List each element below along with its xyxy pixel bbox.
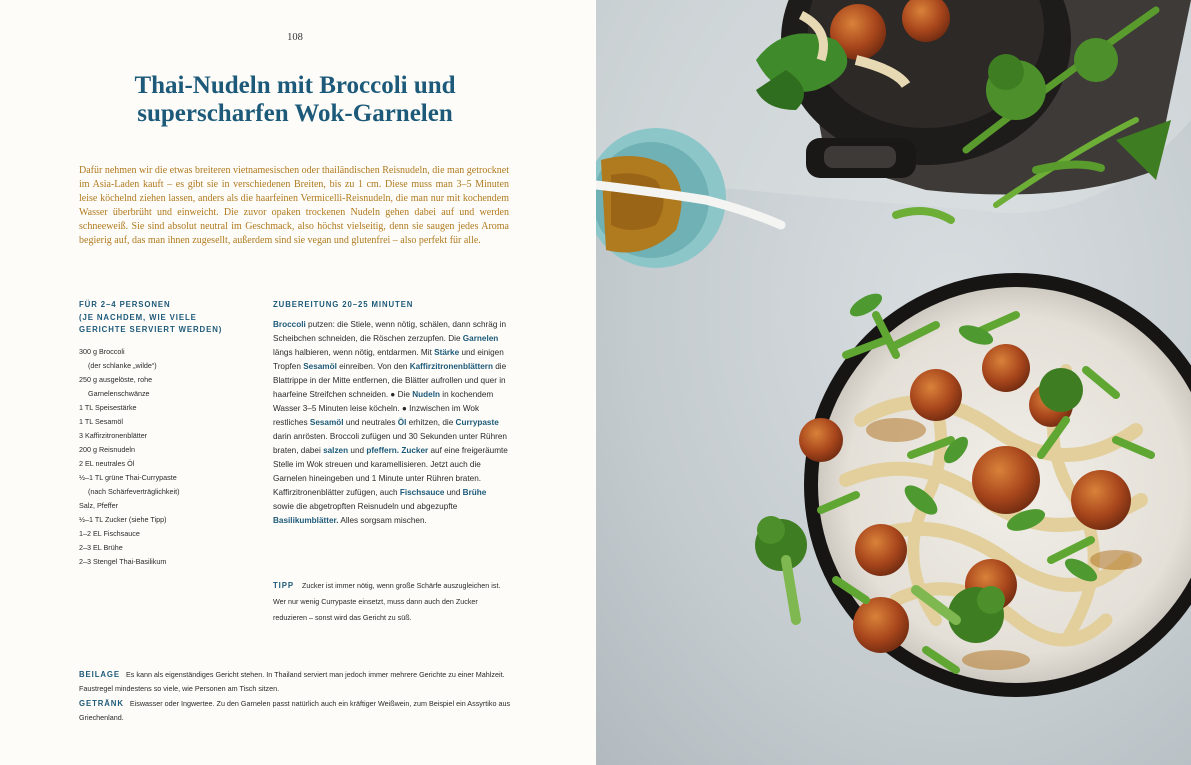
- preparation-fragment: und neutrales: [343, 417, 398, 427]
- highlight-term: Broccoli: [273, 319, 306, 329]
- food-photo: [596, 0, 1191, 765]
- ingredient-item: ½–1 TL grüne Thai-Currypaste: [79, 472, 177, 482]
- preparation-fragment: Alles sorgsam mischen.: [338, 515, 427, 525]
- highlight-term: Fischsauce: [399, 487, 445, 497]
- highlight-term: Kaffirzitronenblättern: [409, 361, 493, 371]
- preparation-fragment: und: [444, 487, 463, 497]
- highlight-term: Basilikumblätter.: [273, 515, 339, 525]
- beilage-label: BEILAGE: [79, 670, 120, 679]
- ingredient-item: ½–1 TL Zucker (siehe Tipp): [79, 514, 167, 524]
- preparation-fragment: und einigen Tropfen: [273, 347, 504, 371]
- recipe-title: Thai-Nudeln mit Broccoli und superscharfen Wok-Garnelen: [134, 72, 456, 127]
- getraenk-text: Eiswasser oder Ingwertee. Zu den Garnelen passt natürlich auch ein kräftiger Weißwein, zum Beispiel ein Assyrtiko aus Griechenland.: [79, 699, 511, 722]
- preparation-fragment: putzen: die Stiele, wenn nötig, schälen, dann schräg in Scheibchen schneiden, die Röschen zerzupfen. Die: [273, 319, 507, 343]
- preparation-fragment: auf eine freigeräumte Stelle im Wok streuen und karamellisieren. Jetzt auch die Garnelen hineingeben und 1 Minute unter Rühren braten. Kaffirzitronenblätter zufügen, auch: [273, 445, 508, 497]
- ingredient-item: 3 Kaffirzitronenblätter: [79, 430, 148, 440]
- highlight-term: pfeffern. Zucker: [366, 445, 429, 455]
- ingredients-heading: [79, 299, 254, 337]
- ingredient-item: Garnelenschwänze: [88, 388, 150, 398]
- ingredient-item: 2–3 EL Brühe: [79, 542, 123, 552]
- ingredient-item: 1 TL Sesamöl: [79, 416, 123, 426]
- ingredient-item: 2–3 Stengel Thai-Basilikum: [79, 556, 167, 566]
- preparation-heading: ZUBEREITUNG 20–25 MINUTEN: [273, 300, 414, 309]
- highlight-term: Nudeln: [412, 389, 440, 399]
- tip-text: Zucker ist immer nötig, wenn große Schärfe auszugleichen ist. Wer nur wenig Currypaste einsetzt, muss dann auch den Zucker reduzieren – sonst wird das Gericht zu süß.: [273, 581, 501, 622]
- ingredient-item: (nach Schärfeverträglichkeit): [88, 486, 180, 496]
- getraenk-label: GETRÄNK: [79, 699, 124, 708]
- ingredient-item: 250 g ausgelöste, rohe: [79, 374, 153, 384]
- ingredients-list: [79, 345, 254, 569]
- highlight-term: Garnelen: [462, 333, 499, 343]
- ingredient-item: 300 g Broccoli: [79, 346, 125, 356]
- preparation-fragment: und: [348, 445, 367, 455]
- highlight-term: salzen: [323, 445, 349, 455]
- highlight-term: Sesamöl: [309, 417, 344, 427]
- beilage-text: Es kann als eigenständiges Gericht stehen. In Thailand serviert man jedoch immer mehrere Gerichte zu einer Mahlzeit. Faustregel mindestens so viele, wie Personen am Tisch sitzen.: [79, 670, 505, 693]
- ingredient-item: 2 EL neutrales Öl: [79, 458, 135, 468]
- preparation-fragment: sowie die abgetropften Reisnudeln und abgezupfte: [273, 501, 458, 511]
- wok-handle-hole: [824, 146, 896, 168]
- ingredient-item: (der schlanke „wilde“): [88, 360, 157, 370]
- preparation-fragment: erhitzen, die: [406, 417, 456, 427]
- tip-label: TIPP: [273, 581, 294, 590]
- preparation-section: [273, 299, 509, 528]
- highlight-term: Brühe: [462, 487, 487, 497]
- intro-paragraph: Dafür nehmen wir die etwas breiteren vietnamesischen oder thailändischen Reisnudeln, die man getrocknet im Asia-Laden kauft – es gibt sie in verschiedenen Breiten, bis zu 1 cm. Diese muss man 3–5 Minuten leise köchelnd ziehen lassen, anders als die haarfeinen Vermicelli-Reisnudeln, die man nur mit kochendem Wasser überbrüht und einweicht. Die zuvor opaken trockenen Nudeln gehen dabei auf und werden schneeweiß. Sie sind absolut neutral im Geschmack, also höchst vielseitig, denn sie saugen jedes Aroma begierig auf, das man ihnen zugesellt, außerdem sind sie vegan und glutenfrei – also perfekt für alle.: [79, 165, 509, 246]
- getraenk-section: [79, 697, 519, 725]
- highlight-term: Sesamöl: [303, 361, 337, 371]
- ingredient-item: 200 g Reisnudeln: [79, 444, 135, 454]
- food-photo-illustration: [596, 0, 1191, 765]
- preparation-fragment: in kochendem Wasser 3–5 Minuten leise köcheln. ● Inzwischen im Wok restliches: [273, 389, 494, 427]
- beilage-section: [79, 668, 519, 696]
- ingredient-item: 1–2 EL Fischsauce: [79, 528, 140, 538]
- preparation-fragment: darin anrösten. Broccoli zufügen und 30 Sekunden unter Rühren braten, dabei: [273, 431, 507, 455]
- ingredients-heading-line: FÜR 2–4 PERSONEN: [79, 300, 171, 309]
- tip-section: [273, 578, 509, 626]
- highlight-term: Currypaste: [455, 417, 499, 427]
- ingredients-heading-line: GERICHTE SERVIERT WERDEN): [79, 325, 223, 334]
- ingredient-item: Salz, Pfeffer: [79, 500, 119, 510]
- ingredients-section: [79, 299, 254, 569]
- preparation-fragment: einreiben. Von den: [336, 361, 410, 371]
- ingredients-heading-line: (JE NACHDEM, WIE VIELE: [79, 312, 197, 322]
- preparation-fragment: längs halbieren, wenn nötig, entdarmen. Mit: [273, 347, 435, 357]
- highlight-term: Öl: [397, 417, 407, 427]
- ingredient-item: 1 TL Speisestärke: [79, 402, 137, 412]
- highlight-term: Stärke: [434, 347, 460, 357]
- page-number: 108: [287, 32, 303, 43]
- preparation-text: [273, 318, 509, 528]
- preparation-fragment: die Blattrippe in der Mitte entfernen, die Blätter aufrollen und quer in haarfeine Streifchen schneiden. ● Die: [273, 361, 507, 399]
